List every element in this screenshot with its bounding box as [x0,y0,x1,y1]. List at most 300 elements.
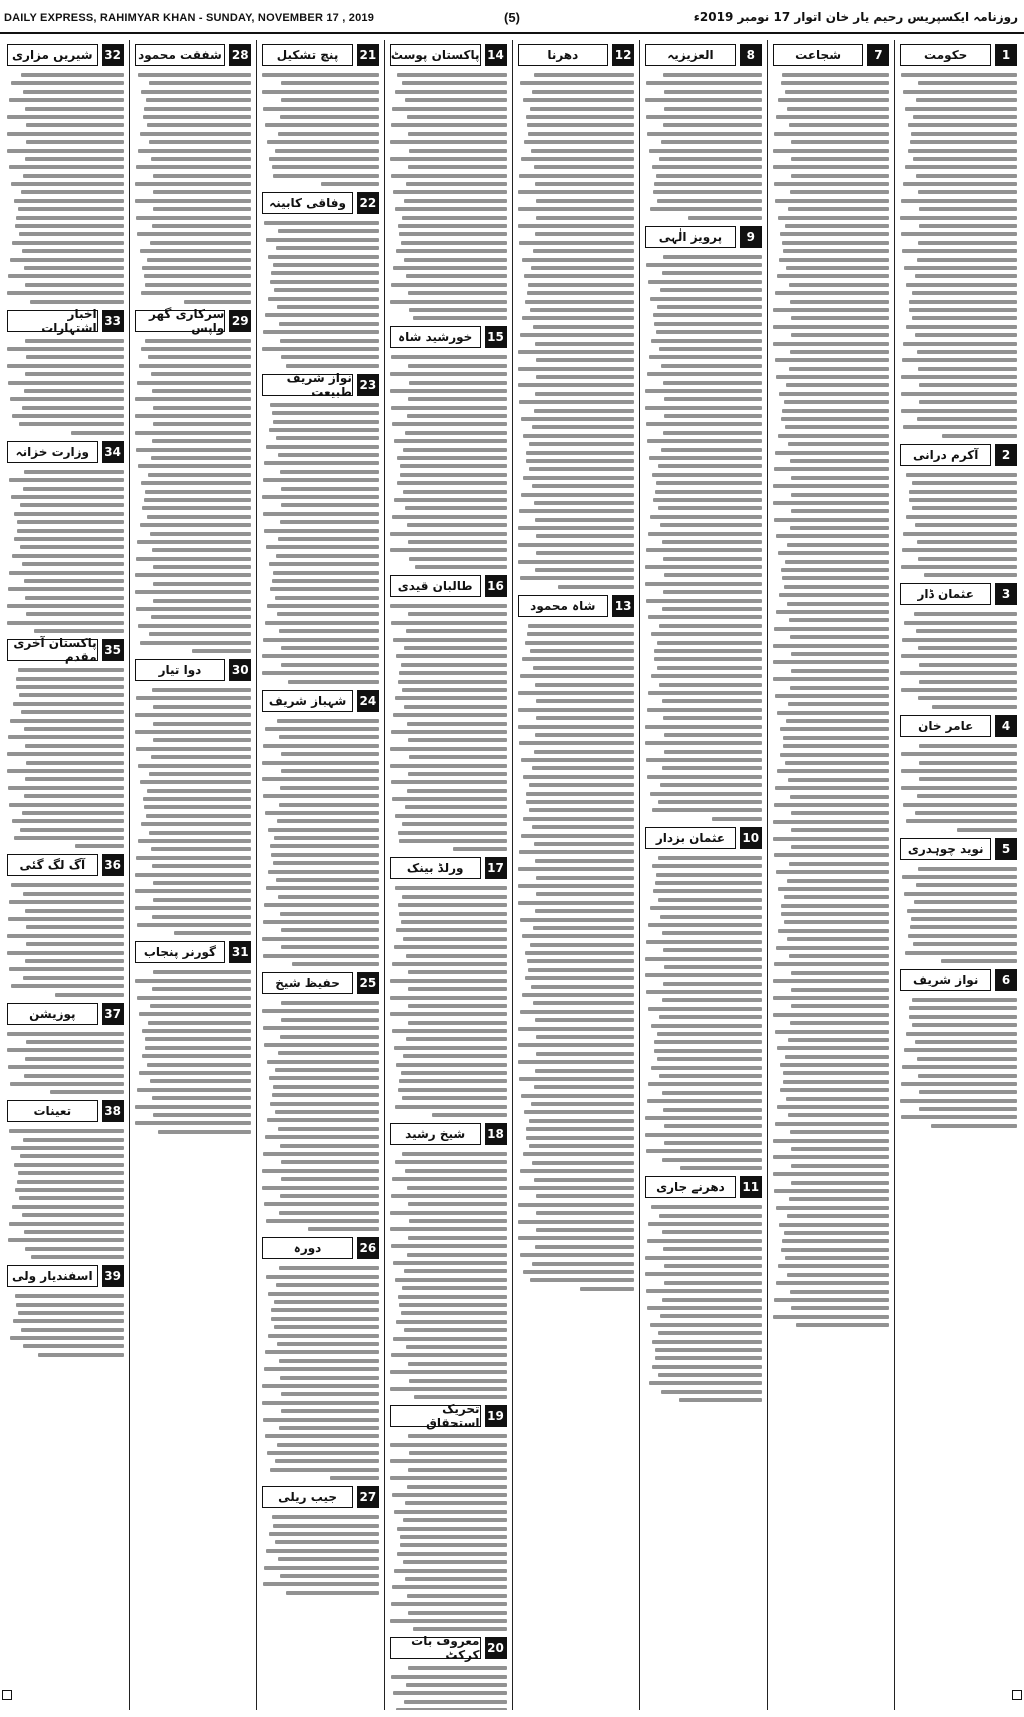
text-line [523,1270,635,1274]
text-line [262,671,379,675]
story-number-badge: 37 [102,1003,124,1025]
text-line [655,490,762,494]
text-line [916,629,1017,633]
text-line [654,322,761,326]
text-line [408,1202,506,1206]
story-body-text [262,401,379,684]
text-line [268,1292,379,1296]
text-line [415,565,507,569]
text-line [773,1155,890,1159]
text-line [405,1169,507,1173]
text-line [662,271,762,275]
text-line [916,98,1017,102]
text-line [526,459,634,463]
text-line [902,548,1017,552]
text-line [536,1194,635,1198]
text-line [308,1227,379,1231]
text-line [532,1262,634,1266]
text-line [648,615,761,619]
text-line [781,568,890,572]
text-line [392,1493,507,1497]
text-line [519,509,634,513]
text-line [400,464,507,468]
text-line [657,641,762,645]
text-line [262,347,379,351]
text-line [778,216,890,220]
text-line [776,610,889,614]
masthead [0,0,1024,34]
text-line [789,283,890,287]
text-line [781,904,889,908]
text-line [791,476,889,480]
text-line [390,300,506,304]
text-line [390,389,507,393]
text-line [406,1037,507,1041]
text-line [901,375,1017,379]
text-line [138,73,251,77]
text-line [392,962,507,966]
text-line [16,1303,124,1307]
text-line [277,1342,379,1346]
text-line [789,123,889,127]
text-line [521,417,634,421]
story-body-text [7,468,124,633]
text-line [9,803,123,807]
text-line [901,786,1017,790]
text-line [403,1560,507,1564]
text-line [391,1353,506,1357]
text-line [398,224,506,228]
text-line [270,1102,379,1106]
text-line [403,937,506,941]
story-number-badge: 10 [740,827,762,849]
text-line [262,1009,379,1013]
text-line [526,792,634,796]
text-line [408,1666,507,1670]
text-line [536,551,634,555]
text-line [408,1004,506,1008]
news-story [7,441,124,633]
text-line [901,73,1017,77]
text-line [8,587,124,591]
text-line [917,258,1017,262]
text-line [140,249,252,253]
story-body-text [7,71,124,304]
text-line [146,98,251,102]
text-line [23,487,124,491]
text-line [660,288,762,292]
text-line [25,777,123,781]
text-line [534,1178,634,1182]
story-title: پاکستان آخری مقدم [7,639,98,661]
text-line [31,1255,124,1259]
text-line [531,149,634,153]
text-line [409,557,507,561]
text-line [518,1203,635,1207]
newspaper-page [2,40,1022,1710]
text-line [777,711,889,715]
text-line [523,98,634,102]
text-line [791,988,889,992]
text-line [15,1188,124,1192]
story-heading [7,44,124,66]
text-line [26,140,124,144]
text-line [530,649,634,653]
text-line [12,241,124,245]
text-line [135,713,252,717]
text-line [791,845,890,849]
text-line [281,487,379,491]
text-line [787,937,889,941]
text-line [650,207,761,211]
text-line [662,1158,761,1162]
text-line [647,1099,762,1103]
text-line [7,621,123,625]
text-line [658,464,761,468]
text-line [408,1021,507,1025]
text-line [391,1244,506,1248]
text-line [140,132,251,136]
text-line [649,149,762,153]
text-line [391,406,507,410]
text-line [523,817,634,821]
text-line [392,422,506,426]
text-line [24,1074,124,1078]
text-line [535,1069,634,1073]
story-body-text [135,337,252,653]
text-line [789,367,890,371]
story-body-text [7,881,124,996]
text-line [26,1040,124,1044]
story-body-text [390,353,507,569]
story-body-text [645,71,762,220]
text-line [273,1524,379,1528]
news-story [390,1402,507,1631]
text-line [390,747,507,751]
text-line [659,1074,762,1078]
text-line [26,123,124,127]
text-line [917,794,1017,798]
text-line [659,157,762,161]
text-line [280,786,379,790]
story-body-text [645,854,762,1170]
text-line [263,107,379,111]
text-line [647,775,761,779]
text-line [135,414,252,418]
text-line [913,942,1017,946]
text-line [647,372,762,376]
story-heading [7,1100,124,1122]
text-line [23,1138,124,1142]
text-line [17,529,124,533]
text-line [902,638,1017,642]
text-line [273,571,379,575]
story-body-text [390,1664,507,1710]
text-line [26,925,124,929]
text-line [390,604,506,608]
text-line [401,241,506,245]
text-line [790,1130,889,1134]
text-line [266,1549,378,1553]
text-line [404,646,507,650]
text-line [265,1434,379,1438]
text-line [269,428,379,432]
text-line [532,825,635,829]
story-number-badge: 5 [995,838,1017,860]
text-line [912,316,1017,320]
text-line [264,529,379,533]
text-line [280,520,379,524]
text-line [395,1278,506,1282]
text-line [268,255,379,259]
text-line [140,641,251,645]
story-title: آگ لگ گئی [7,854,98,876]
text-line [152,1096,251,1100]
text-line [391,123,507,127]
story-title: عثمان ڈار [900,583,991,605]
text-line [151,372,252,376]
text-line [533,666,634,670]
text-line [916,883,1017,887]
text-line [391,1675,506,1679]
story-body-text [7,337,124,435]
text-line [914,900,1017,904]
text-line [150,1079,251,1083]
text-line [267,1060,379,1064]
text-line [648,280,762,284]
text-line [153,207,251,211]
text-line [407,1186,507,1190]
story-body-text [390,602,507,851]
text-line [264,221,379,225]
text-line [775,1122,890,1126]
text-line [919,224,1017,228]
text-line [523,434,634,438]
text-line [519,1077,634,1081]
text-line [147,1063,251,1067]
text-line [281,98,379,102]
story-title: پاکستان پوسٹ [390,44,481,66]
text-line [264,903,379,907]
text-line [14,836,123,840]
text-line [533,249,634,253]
text-line [778,551,889,555]
story-title: نوید چوہدری [900,838,991,860]
text-line [522,934,634,938]
text-line [658,1331,762,1335]
text-line [7,769,124,773]
text-line [269,157,378,161]
text-line [657,666,762,670]
story-title: العزیزیہ [645,44,736,66]
text-line [773,996,890,1000]
text-line [146,814,251,818]
story-number-badge: 11 [740,1176,762,1198]
text-line [145,1037,251,1041]
text-line [21,190,124,194]
text-line [174,931,252,935]
text-line [534,73,634,77]
text-line [14,1163,124,1167]
text-line [55,993,124,997]
text-line [149,81,252,85]
text-line [402,1096,506,1100]
text-line [791,1181,890,1185]
text-line [904,266,1017,270]
text-line [917,540,1017,544]
news-story [390,326,507,569]
story-title: گورنر پنجاب [135,941,226,963]
story-heading [390,44,507,66]
text-line [405,98,506,102]
text-line [918,646,1017,650]
text-line [393,1261,507,1265]
text-line [281,355,379,359]
text-line [278,1051,379,1055]
text-line [536,716,634,720]
text-line [394,498,506,502]
story-body-text [900,742,1017,832]
story-heading [262,1486,379,1508]
text-line [151,157,251,161]
text-line [535,859,634,863]
text-line [663,557,761,561]
text-line [645,1272,762,1276]
text-line [660,1314,761,1318]
text-line [11,182,124,186]
text-line [654,649,762,653]
text-line [789,862,889,866]
text-line [791,157,889,161]
text-line [158,1130,251,1134]
text-line [275,1459,379,1463]
story-body-text [135,968,252,1133]
text-line [263,1026,379,1030]
story-heading [262,972,379,994]
text-line [264,461,379,465]
text-line [141,291,251,295]
text-line [269,1076,379,1080]
text-line [391,780,507,784]
text-line [909,490,1017,494]
text-line [521,493,634,497]
text-line [957,828,1017,832]
text-line [149,831,252,835]
text-line [901,409,1017,413]
news-story [135,44,252,304]
text-line [277,719,379,723]
text-line [773,1315,890,1319]
text-line [137,923,252,927]
text-line [647,439,762,443]
text-line [395,814,507,818]
text-line [11,883,123,887]
text-line [780,727,890,731]
text-line [791,669,889,673]
story-body-text [262,717,379,966]
text-line [778,887,889,891]
text-line [656,481,762,485]
text-line [394,945,507,949]
text-line [529,1144,634,1148]
text-line [774,518,890,522]
text-line [405,805,507,809]
text-line [279,735,379,739]
text-line [268,297,379,301]
text-line [902,249,1017,253]
text-line [646,115,762,119]
text-line [645,1256,761,1260]
text-line [278,1127,379,1131]
text-line [534,750,634,754]
text-line [145,283,251,287]
text-line [913,157,1017,161]
text-line [17,520,123,524]
text-line [647,132,762,136]
text-line [780,232,889,236]
text-line [152,987,251,991]
text-line [263,1152,379,1156]
text-line [276,1283,378,1287]
text-line [144,498,251,502]
text-line [280,470,379,474]
text-line [903,90,1017,94]
text-line [903,803,1017,807]
text-line [918,696,1017,700]
text-line [777,1105,889,1109]
text-line [780,1063,889,1067]
text-line [919,1090,1017,1094]
text-line [141,481,251,485]
story-heading [900,838,1017,860]
text-line [138,839,251,843]
text-line [653,889,762,893]
text-line [266,1275,379,1279]
text-line [652,808,761,812]
text-line [397,481,507,485]
text-line [408,772,506,776]
text-line [662,998,762,1002]
text-line [404,1328,507,1332]
text-line [394,1569,506,1573]
text-line [521,758,634,762]
text-line [268,1334,379,1338]
text-line [790,526,890,530]
text-line [137,540,251,544]
text-line [776,115,890,119]
text-line [919,680,1017,684]
story-heading [773,44,890,66]
text-line [145,1046,252,1050]
text-line [25,372,124,376]
text-line [281,928,379,932]
text-line [790,1290,890,1294]
story-body-text [135,71,252,304]
news-story [900,583,1017,708]
text-line [135,199,252,203]
text-line [152,688,252,692]
text-line [664,750,762,754]
text-line [137,1088,251,1092]
text-line [34,629,124,633]
text-line [919,1107,1017,1111]
text-line [278,453,379,457]
news-story [7,44,124,304]
text-line [144,274,251,278]
text-line [648,923,762,927]
text-line [645,406,762,410]
text-line [18,668,123,672]
